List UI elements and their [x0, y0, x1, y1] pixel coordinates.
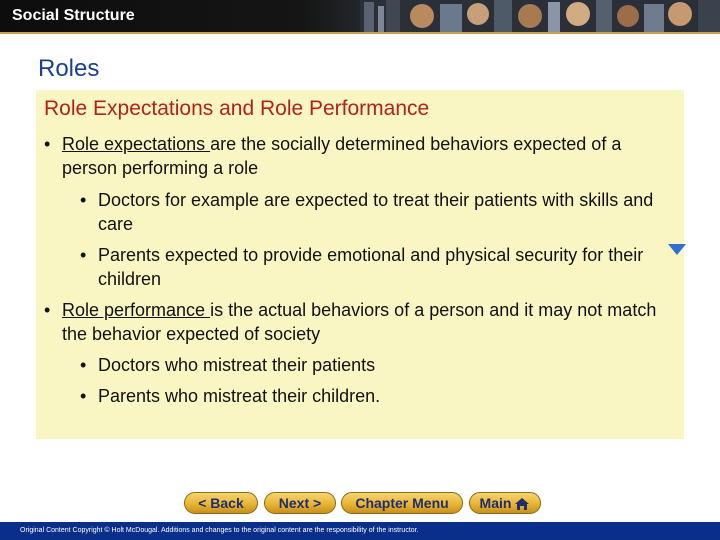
bullet-marker: • [80, 190, 87, 210]
sub-bullet-parents-mistreat [80, 384, 680, 408]
blue-triangle-icon[interactable] [668, 244, 686, 255]
term-role-performance: Role performance [62, 300, 211, 320]
home-icon [514, 497, 530, 511]
bullet-marker: • [80, 386, 87, 406]
content-panel [36, 90, 684, 439]
bullet-text: is the actual behaviors of a person and it may not match the behavior expected of society [62, 300, 657, 344]
navigation-bar [0, 492, 720, 514]
next-button[interactable]: Next > [264, 492, 336, 514]
chapter-menu-button[interactable]: Chapter Menu [341, 492, 463, 514]
back-button[interactable]: < Back [184, 492, 258, 514]
panel-heading: Role Expectations and Role Performance [44, 97, 430, 120]
copyright-text: Original Content Copyright © Holt McDougal. Additions and changes to the original content are the responsibility of the instructor. [20, 527, 419, 534]
bullet-role-performance [44, 298, 680, 346]
bullet-marker: • [80, 245, 87, 265]
term-role-expectations: Role expectations [62, 134, 211, 154]
page-title: Roles [38, 55, 100, 82]
footer-bar [0, 522, 720, 540]
bullet-marker: • [44, 300, 51, 320]
bullet-role-expectations [44, 132, 680, 180]
bullet-text: Parents expected to provide emotional and physical security for their children [98, 245, 644, 289]
bullet-text: Parents who mistreat their children. [98, 386, 381, 406]
header-divider [0, 32, 720, 34]
bullet-text: are the socially determined behaviors expected of a person performing a role [62, 134, 622, 178]
sub-bullet-doctors-mistreat [80, 353, 680, 377]
bullet-marker: • [44, 134, 51, 154]
header-collage-image [360, 0, 720, 32]
bullet-text: Doctors for example are expected to treat their patients with skills and care [98, 190, 654, 234]
main-button[interactable] [469, 492, 541, 514]
bullet-marker: • [80, 355, 87, 375]
section-title: Social Structure [12, 7, 135, 24]
bullet-text: Doctors who mistreat their patients [98, 355, 376, 375]
header-bar [0, 0, 720, 32]
main-button-label: Main [479, 495, 512, 511]
sub-bullet-parents-expected [80, 243, 670, 291]
sub-bullet-doctors-expected [80, 188, 680, 236]
